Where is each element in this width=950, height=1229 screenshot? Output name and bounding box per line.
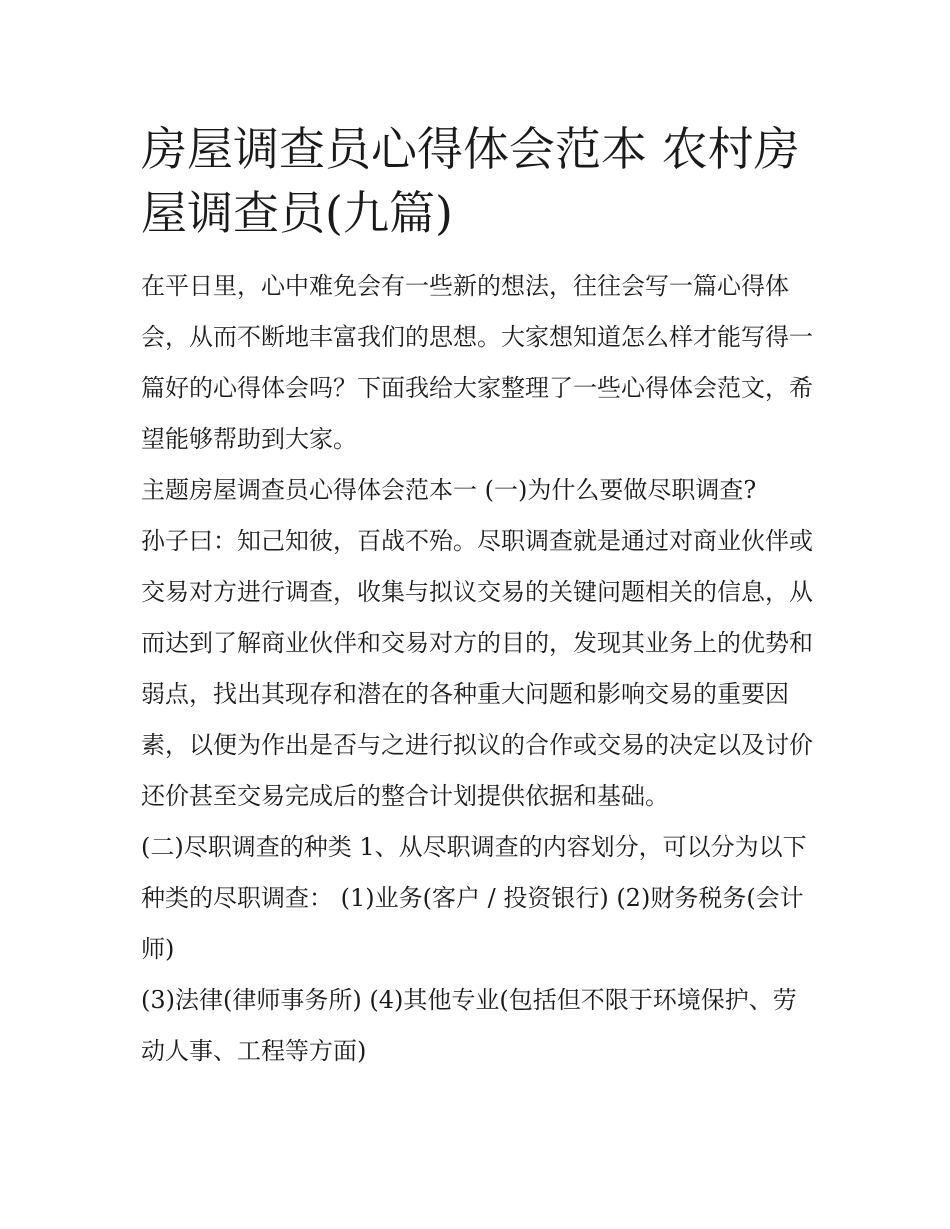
types-continued-paragraph: (3)法律(律师事务所) (4)其他专业(包括但不限于环境保护、劳动人事、工程等方面)	[141, 986, 797, 1065]
document-body	[141, 117, 813, 1077]
section-heading-paragraph: 主题房屋调查员心得体会范本一 (一)为什么要做尽职调查?	[141, 476, 757, 504]
types-paragraph: (二)尽职调查的种类 1、从尽职调查的内容划分，可以分为以下种类的尽职调查： (1)业务(客户 / 投资银行) (2)财务税务(会计师)	[141, 833, 807, 963]
document-title: 房屋调查员心得体会范本 农村房屋调查员(九篇)	[141, 122, 800, 240]
due-diligence-paragraph: 孙子曰：知己知彼，百战不殆。尽职调查就是通过对商业伙伴或交易对方进行调查，收集与拟议交易的关键问题相关的信息，从而达到了解商业伙伴和交易对方的目的，发现其业务上的优势和弱点，找出其现存和潜在的各种重大问题和影响交易的重要因素，以便为作出是否与之进行拟议的合作或交易的决定以及讨价还价甚至交易完成后的整合计划提供依据和基础。	[141, 527, 813, 810]
intro-paragraph: 在平日里，心中难免会有一些新的想法，往往会写一篇心得体会，从而不断地丰富我们的思想。大家想知道怎么样才能写得一篇好的心得体会吗？下面我给大家整理了一些心得体会范文，希望能够帮助到大家。	[141, 272, 813, 453]
